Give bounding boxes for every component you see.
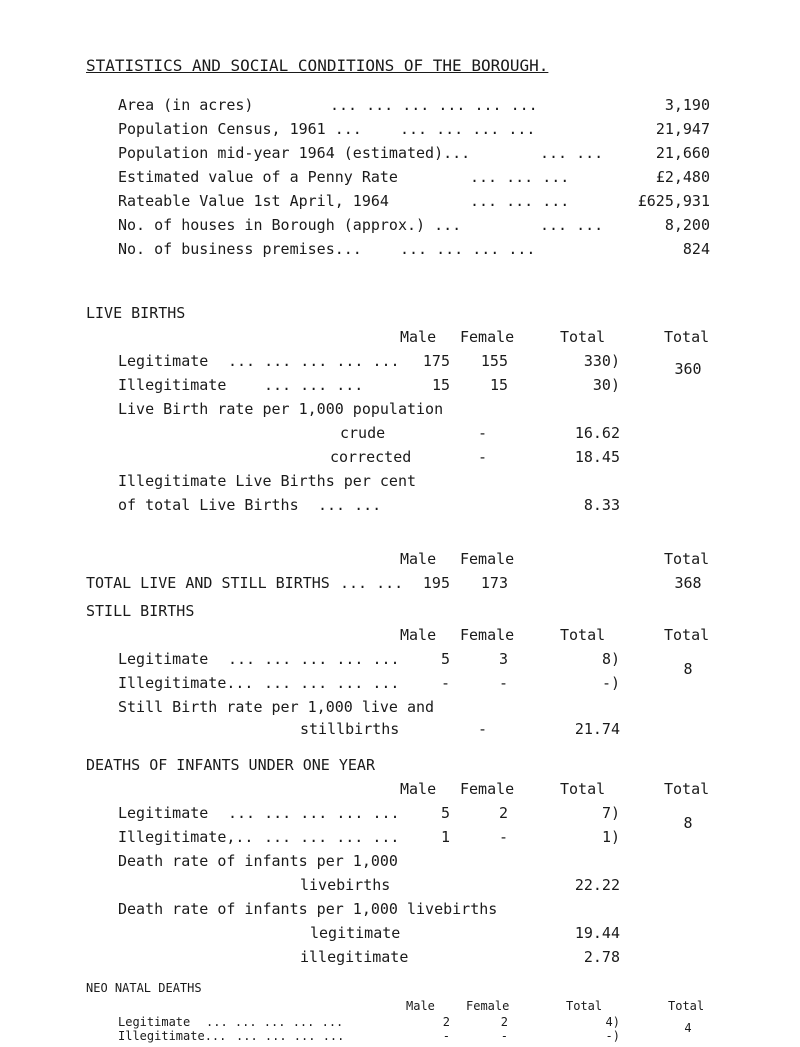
- illegitimate-percent-label-2: of total Live Births: [118, 496, 299, 514]
- total-value: -): [601, 674, 620, 692]
- illegitimate-label: Illegitimate...: [118, 1029, 227, 1043]
- overall-total-header: Total: [664, 550, 710, 568]
- illegitimate-label: Illegitimate: [118, 376, 227, 394]
- census-label: Population Census, 1961 ...: [118, 120, 362, 138]
- total-value: 8): [601, 650, 620, 668]
- still-birth-rate-label: Still Birth rate per 1,000 live and: [118, 698, 435, 716]
- birth-rate-label: Live Birth rate per 1,000 population: [118, 400, 444, 418]
- total-header: Total: [560, 328, 606, 346]
- illegitimate-rate-value: 2.78: [583, 948, 620, 966]
- female-value: 2: [500, 1015, 508, 1029]
- overall-total-header: Total: [664, 780, 710, 798]
- male-header: Male: [400, 780, 437, 798]
- infant-death-rate-value: 22.22: [574, 876, 620, 894]
- male-value: 195: [422, 574, 450, 592]
- total-value: 30): [592, 376, 620, 394]
- infant-death-rate-label-2: livebirths: [300, 876, 391, 894]
- male-header: Male: [406, 999, 435, 1013]
- female-value: -: [500, 1029, 508, 1043]
- leader-dots: ... ... ... ...: [400, 240, 536, 258]
- leader-dots: ... ... ... ... ...: [228, 650, 400, 668]
- dash: -: [478, 448, 488, 466]
- leader-dots: ... ... ... ...: [236, 1029, 345, 1043]
- illegitimate-label: Illegitimate...: [118, 674, 254, 692]
- illegitimate-percent-value: 8.33: [583, 496, 620, 514]
- census-value: 21,947: [655, 120, 710, 138]
- male-header: Male: [400, 550, 437, 568]
- corrected-value: 18.45: [574, 448, 620, 466]
- overall-total-header: Total: [668, 999, 705, 1013]
- total-value: 4): [605, 1015, 620, 1029]
- legitimate-label: Legitimate: [118, 1015, 191, 1029]
- business-premises-label: No. of business premises...: [118, 240, 362, 258]
- legitimate-label: Legitimate: [118, 804, 209, 822]
- total-value: 1): [601, 828, 620, 846]
- penny-rate-label: Estimated value of a Penny Rate: [118, 168, 398, 186]
- leader-dots: ... ... ...: [470, 168, 570, 186]
- overall-total-value: 360: [674, 360, 702, 378]
- page-heading: STATISTICS AND SOCIAL CONDITIONS OF THE BOROUGH.: [86, 56, 549, 75]
- corrected-label: corrected: [330, 448, 412, 466]
- infant-death-rate-by-legitimacy-label: Death rate of infants per 1,000 livebirths: [118, 900, 498, 918]
- total-header: Total: [560, 626, 606, 644]
- crude-label: crude: [340, 424, 386, 442]
- rateable-value-value: £625,931: [637, 192, 710, 210]
- leader-dots: ... ... ... ... ...: [206, 1015, 344, 1029]
- leader-dots: ... ... ...: [264, 376, 364, 394]
- midyear-population-value: 21,660: [655, 144, 710, 162]
- illegitimate-rate-label: illegitimate: [300, 948, 409, 966]
- penny-rate-value: £2,480: [655, 168, 710, 186]
- female-value: 15: [489, 376, 508, 394]
- male-value: -: [440, 674, 450, 692]
- male-value: 1: [440, 828, 450, 846]
- rateable-value-label: Rateable Value 1st April, 1964: [118, 192, 389, 210]
- female-header: Female: [460, 550, 515, 568]
- female-value: 3: [498, 650, 508, 668]
- overall-total-value: 8: [683, 660, 693, 678]
- leader-dots: ... ... ... ... ...: [228, 352, 400, 370]
- leader-dots: ... ...: [318, 496, 382, 514]
- leader-dots: ... ...: [340, 574, 404, 592]
- leader-dots: ... ... ... ...: [400, 120, 536, 138]
- male-value: 175: [422, 352, 450, 370]
- midyear-population-label: Population mid-year 1964 (estimated)...: [118, 144, 471, 162]
- overall-total-header: Total: [664, 328, 710, 346]
- neo-natal-title: NEO NATAL DEATHS: [86, 981, 202, 995]
- female-value: 155: [480, 352, 508, 370]
- leader-dots: ... ... ...: [470, 192, 570, 210]
- legitimate-rate-label: legitimate: [310, 924, 401, 942]
- illegitimate-percent-label: Illegitimate Live Births per cent: [118, 472, 417, 490]
- male-value: -: [442, 1029, 450, 1043]
- female-value: -: [498, 674, 508, 692]
- leader-dots: ... ...: [540, 144, 604, 162]
- male-value: 2: [442, 1015, 450, 1029]
- crude-value: 16.62: [574, 424, 620, 442]
- leader-dots: ... ... ... ...: [264, 674, 400, 692]
- still-birth-rate-value: 21.74: [574, 720, 620, 738]
- area-label: Area (in acres): [118, 96, 254, 114]
- female-value: 173: [480, 574, 508, 592]
- total-value: -): [605, 1029, 620, 1043]
- female-header: Female: [460, 328, 515, 346]
- dash: -: [478, 424, 488, 442]
- female-header: Female: [460, 780, 515, 798]
- female-value: -: [498, 828, 508, 846]
- male-header: Male: [400, 626, 437, 644]
- total-value: 7): [601, 804, 620, 822]
- male-header: Male: [400, 328, 437, 346]
- houses-label: No. of houses in Borough (approx.) ...: [118, 216, 462, 234]
- leader-dots: ... ... ... ...: [264, 828, 400, 846]
- male-value: 5: [440, 650, 450, 668]
- overall-total-header: Total: [664, 626, 710, 644]
- infant-deaths-title: DEATHS OF INFANTS UNDER ONE YEAR: [86, 756, 375, 774]
- overall-total-value: 368: [674, 574, 702, 592]
- legitimate-label: Legitimate: [118, 650, 209, 668]
- dash: -: [478, 720, 488, 738]
- illegitimate-label: Illegitimate,..: [118, 828, 254, 846]
- total-header: Total: [560, 780, 606, 798]
- infant-death-rate-label: Death rate of infants per 1,000: [118, 852, 398, 870]
- total-header: Total: [566, 999, 603, 1013]
- legitimate-label: Legitimate: [118, 352, 209, 370]
- business-premises-value: 824: [682, 240, 710, 258]
- female-header: Female: [460, 626, 515, 644]
- leader-dots: ... ... ... ... ...: [228, 804, 400, 822]
- still-birth-rate-label-2: stillbirths: [300, 720, 400, 738]
- overall-total-value: 8: [683, 814, 693, 832]
- female-value: 2: [498, 804, 508, 822]
- total-value: 330): [583, 352, 620, 370]
- leader-dots: ... ... ... ... ... ...: [330, 96, 538, 114]
- female-header: Female: [466, 999, 510, 1013]
- total-live-still-label: TOTAL LIVE AND STILL BIRTHS: [86, 574, 330, 592]
- area-value: 3,190: [664, 96, 710, 114]
- still-births-title: STILL BIRTHS: [86, 602, 195, 620]
- male-value: 15: [431, 376, 450, 394]
- live-births-title: LIVE BIRTHS: [86, 304, 186, 322]
- houses-value: 8,200: [664, 216, 710, 234]
- leader-dots: ... ...: [540, 216, 604, 234]
- legitimate-rate-value: 19.44: [574, 924, 620, 942]
- male-value: 5: [440, 804, 450, 822]
- overall-total-value: 4: [684, 1021, 692, 1035]
